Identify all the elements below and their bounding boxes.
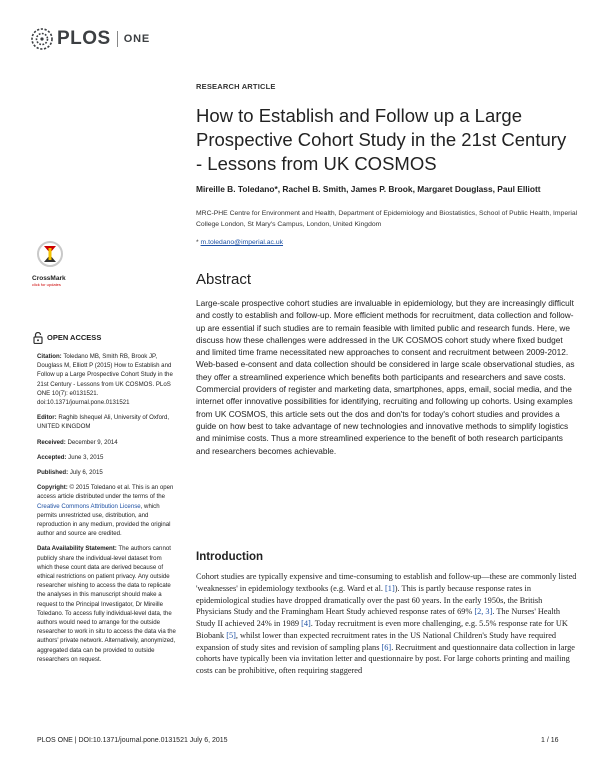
plos-mark-icon bbox=[30, 27, 54, 51]
citation-text: Toledano MB, Smith RB, Brook JP, Douglass M, Elliott P (2015) How to Establish and Follow up a Large Prospective Cohort Study in the 21st Century - Lessons from UK COSMOS. PLoS ONE 10(7): e0131521. doi:10.1371/journal.pone.0131521 bbox=[37, 353, 173, 407]
crossmark-badge[interactable] bbox=[32, 240, 72, 287]
author-list: Mireille B. Toledano*, Rachel B. Smith, James P. Brook, Margaret Douglass, Paul Elliott bbox=[196, 184, 541, 194]
crossmark-label: CrossMark bbox=[32, 275, 66, 282]
reference-link[interactable]: [1] bbox=[385, 583, 395, 593]
sidebar-metadata bbox=[37, 332, 177, 670]
open-access-badge bbox=[33, 332, 177, 344]
received-date: December 9, 2014 bbox=[67, 438, 118, 446]
journal-name: ONE bbox=[123, 33, 150, 45]
article-title: How to Establish and Follow up a Large Prospective Cohort Study in the 21st Century - Lessons from UK COSMOS bbox=[196, 105, 567, 174]
published-label: Published: bbox=[37, 469, 69, 477]
copyright-label: Copyright: bbox=[37, 484, 68, 492]
data-availability-block bbox=[37, 544, 177, 664]
editor-block bbox=[37, 413, 177, 431]
email-link[interactable]: m.toledano@imperial.ac.uk bbox=[200, 239, 284, 246]
affiliation: MRC-PHE Centre for Environment and Health, Department of Epidemiology and Biostatistics, School of Public Health, Imperial College London, St Mary's Campus, London, United Kingdom bbox=[196, 210, 578, 228]
open-access-label: OPEN ACCESS bbox=[47, 333, 102, 343]
editor-label: Editor: bbox=[37, 414, 57, 422]
received-block bbox=[37, 438, 177, 447]
reference-link[interactable]: [5] bbox=[226, 630, 236, 640]
intro-text-1: Cohort studies are typically expensive and time-consuming to establish and follow-up—these are commonly listed 'weaknesses' in epidemiology textbooks (e.g. Ward et al. bbox=[196, 572, 577, 593]
accepted-block bbox=[37, 453, 177, 462]
brand-name: PLOS bbox=[57, 28, 111, 49]
corresponding-email bbox=[196, 239, 283, 246]
reference-link[interactable]: [6] bbox=[381, 642, 392, 652]
copyright-text: © 2015 Toledano et al. This is an open access article distributed under the terms of the bbox=[37, 484, 174, 501]
data-availability-text: The authors cannot publicly share the individual-level dataset from which these count data are derived because of ethical restrictions on patient privacy. Any outside researcher wishing to access the data to replicate the analyses in this manuscript should make a request to the Principal Investigator, Dr Mireille Toledano. To access fully individual-level data, the authors would need to arrange for the outside researcher to work in situ to access the data via the authors' private network. Alternatively, anonymized, aggregated data can be provided to outside researchers on request. bbox=[37, 545, 176, 663]
crossmark-sub: click for updates bbox=[32, 282, 61, 287]
introduction-text bbox=[196, 571, 578, 677]
page-number: 1 / 16 bbox=[541, 737, 559, 744]
abstract-heading: Abstract bbox=[196, 271, 252, 288]
intro-text-6: . Recruitment and questionnaire data collection in large cohorts have typically been via invitation letter and questionnaire by post. For large cohorts printing and mailing costs can be prohibitive, often requiring staggered bbox=[196, 642, 575, 675]
copyright-block bbox=[37, 483, 177, 538]
abstract-text: Large-scale prospective cohort studies are invaluable in epidemiology, but they are increasingly difficult and costly to establish and follow-up. More efficient methods for recruitment, data collection and follow-up are essential if such studies are to remain feasible with limited public and research funds. Here, we discuss how these challenges were addressed in the UK COSMOS cohort study where fixed budget and limited time frame necessitated new approaches to consent and recruitment between 2009-2012. Web-based e-consent and data collection should be considered in large scale observational studies, as they offer a streamlined experience which benefits both participants and researchers and save costs. Commercial providers of register and marketing data, smartphones, apps, email, social media, and the internet offer innovative possibilities for identifying, recruiting and following up cohorts. Using examples from UK COSMOS, this article sets out the dos and don'ts for today's cohort studies and provides a guide on how best to take advantage of new technologies and innovative methods to simplify logistics and minimise costs. Thus a more streamlined experience to the benefit of both research participants and researchers becomes achievable. bbox=[196, 298, 575, 456]
editor-text: Raghib Ishequel Ali, University of Oxford, UNITED KINGDOM bbox=[37, 414, 170, 431]
published-date: July 6, 2015 bbox=[69, 469, 103, 477]
license-link[interactable]: Creative Commons Attribution License bbox=[37, 502, 141, 510]
data-availability-label: Data Availability Statement: bbox=[37, 545, 117, 553]
email-marker: * bbox=[196, 239, 199, 246]
intro-text-3: . The Nurses' Health Study II achieved 24% in 1989 bbox=[196, 607, 561, 628]
citation-block bbox=[37, 352, 177, 407]
article-type: RESEARCH ARTICLE bbox=[196, 82, 276, 91]
plos-logo bbox=[30, 26, 150, 52]
footer-citation: PLOS ONE | DOI:10.1371/journal.pone.0131521 July 6, 2015 bbox=[37, 737, 228, 744]
citation-label: Citation: bbox=[37, 353, 62, 360]
copyright-text-end: , which permits unrestricted use, distribution, and reproduction in any medium, provided the original author and source are credited. bbox=[37, 502, 171, 538]
accepted-label: Accepted: bbox=[37, 453, 67, 461]
received-label: Received: bbox=[37, 438, 66, 446]
logo-divider bbox=[117, 31, 118, 47]
open-lock-icon bbox=[33, 332, 43, 344]
reference-link[interactable]: [4] bbox=[301, 619, 311, 628]
reference-link[interactable]: [2, 3] bbox=[474, 607, 493, 617]
intro-text-4: . Today recruitment is even more challenging, e.g. 5.5% response rate for UK Biobank bbox=[196, 619, 568, 640]
intro-text-2: ). This is partly because response rates in epidemiological studies have dropped dramatically over the past 60 years. In the early 1950s, the British Physicians Study and the Framingham Heart Study achieved response rates of 69% bbox=[196, 583, 543, 617]
published-block bbox=[37, 468, 177, 477]
accepted-date: June 3, 2015 bbox=[68, 453, 104, 461]
crossmark-icon bbox=[32, 240, 68, 268]
introduction-heading: Introduction bbox=[196, 551, 264, 563]
intro-text-5: , whilst lower than expected recruitment rates in the US National Children's Study have required expansion of study sites and revision of sampling plans bbox=[196, 630, 557, 652]
